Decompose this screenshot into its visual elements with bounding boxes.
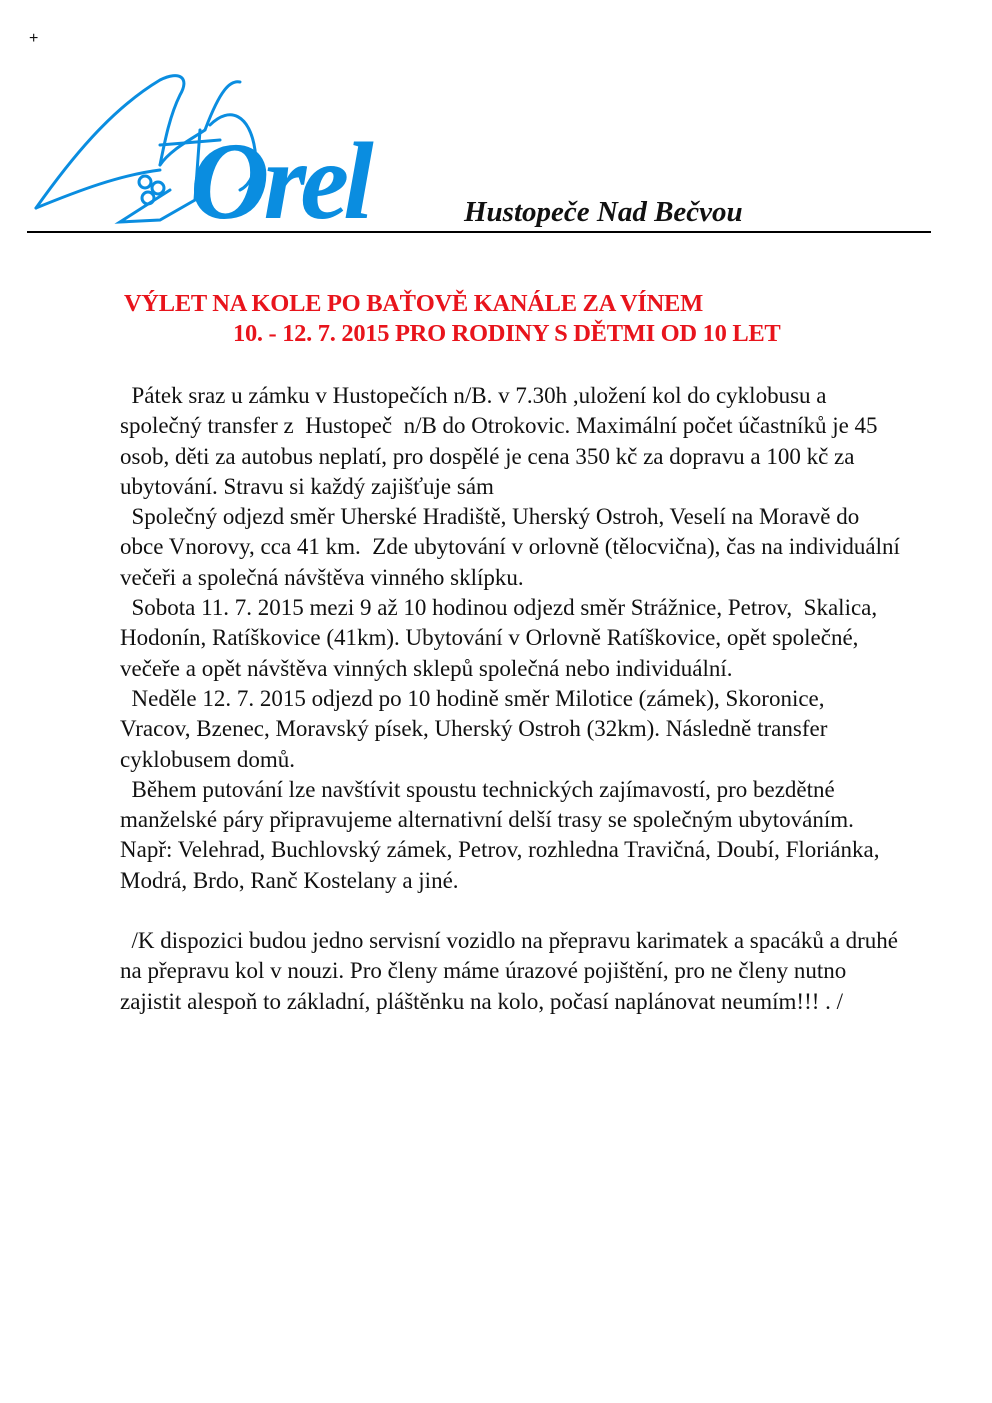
paragraph-friday: Pátek sraz u zámku v Hustopečích n/B. v 7.30h ,uložení kol do cyklobusu a společný transfer z Hustopeč n/B do Otrokovic. Maximální počet účastníků je 45 osob, děti za autobus neplatí, pro dospělé je cena 350 kč za dopravu a 100 kč za ubytování. Stravu si každý zajišťuje sám xyxy=(120,383,884,499)
paragraph-departure: Společný odjezd směr Uherské Hradiště, Uherský Ostroh, Veselí na Moravě do obce Vnorovy, cca 41 km. Zde ubytování v orlovně (tělocvična), čas na individuální večeři a společná návštěva vinného sklípku. xyxy=(120,504,906,590)
paragraph-notes: /K dispozici budou jedno servisní vozidlo na přepravu karimatek a spacáků a druhé na přepravu kol v nouzi. Pro členy máme úrazové pojištění, pro ne členy nutno zajistit alespoň to základní, pláštěnku na kolo, počasí naplánovat neumím!!! . / xyxy=(120,928,904,1014)
document-body xyxy=(120,381,906,1017)
title-line-2: 10. - 12. 7. 2015 PRO RODINY S DĚTMI OD 10 LET xyxy=(233,320,781,347)
paragraph-attractions: Během putování lze navštívit spoustu technických zajímavostí, pro bezdětné manželské páry připravujeme alternativní delší trasy se společným ubytováním. Např: Velehrad, Buchlovský zámek, Petrov, rozhledna Travičná, Doubí, Floriánka, Modrá, Brdo, Ranč Kostelany a jiné. xyxy=(120,776,886,893)
orel-logo xyxy=(30,70,420,230)
title-line-1: VÝLET NA KOLE PO BAŤOVĚ KANÁLE ZA VÍNEM xyxy=(124,290,703,317)
organization-name: Hustopeče Nad Bečvou xyxy=(464,196,743,228)
corner-marker: + xyxy=(29,30,39,47)
paragraph-sunday: Neděle 12. 7. 2015 odjezd po 10 hodině směr Milotice (zámek), Skoronice, Vracov, Bzenec, Moravský písek, Uherský Ostroh (32km). Následně transfer cyklobusem domů. xyxy=(120,685,834,772)
header-divider xyxy=(27,231,931,233)
paragraph-saturday: Sobota 11. 7. 2015 mezi 9 až 10 hodinou odjezd směr Strážnice, Petrov, Skalica, Hodonín, Ratíškovice (41km). Ubytování v Orlovně Ratíškovice, opět společné, večeře a opět návštěva vinných sklepů společná nebo individuální. xyxy=(120,595,883,681)
logo-text: Orel xyxy=(190,120,368,230)
